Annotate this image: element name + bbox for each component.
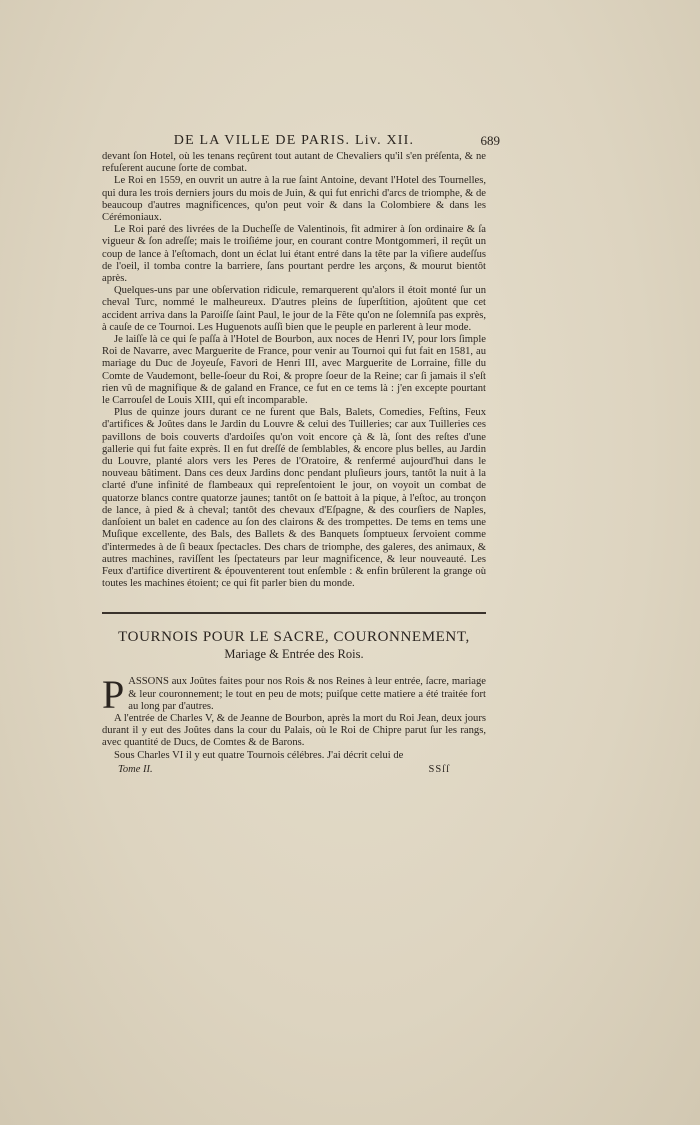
- section-paragraph-3: Sous Charles VI il y eut quatre Tournois célébres. J'ai décrit celui de: [114, 749, 404, 761]
- page-content: [102, 133, 500, 778]
- section-paragraph-1: [102, 672, 486, 718]
- volume-label: Tome II.: [118, 763, 153, 775]
- paragraph-4: Quelques-uns par une obſervation ridicule, remarquerent qu'alors il étoit monté ſur un cheval Turc, nommé le malheureux. D'autres pleins de ſuperſtition, ajoûtent que cet accident arriva dans la Paroiſſe ſaint Paul, le jour de la Fête qu'on ne ſolemniſa pas exprès, à cauſe de ce Tournoi. Les Huguenots auſſi bien que le peuple en parlerent à leur mode.: [102, 285, 486, 333]
- paragraph-6: Plus de quinze jours durant ce ne furent que Bals, Balets, Comedies, Feſtins, Feux d'artifices & Joûtes dans le Jardin du Louvre & celui des Tuilleries; car aux Tuilleries ces pavillons de bois couverts d'ardoiſes qu'on voit encore çà & là, ſont des reſtes d'une gallerie qui fut faite exprès. Il en fut dreſſé de ſemblables, & encore plus belles, au Jardin du Louvre, planté alors vers les Peres de l'Oratoire, & renfermé aujourd'hui dans le nouveau bâtiment. Dans ces deux Jardins donc pendant pluſieurs jours, tantôt la nuit à la clarté d'une infinité de flambeaux qui repreſentoient le jour, on voyoit un combat de quatorze blancs contre quatorze jaunes; tantôt on ſe battoit à la pique, à l'eſtoc, au tronçon de lance, à pied & à cheval; tantôt des chevaux d'Eſpagne, & des courſiers de Naples, danſoient un balet en cadence au ſon des clairons & des trompettes. De tems en tems une Muſique excellente, des Bals, des Ballets & des Banquets ſomptueux ſervoient comme d'intermedes à de ſi beaux ſpectacles. Des chars de triomphe, des galeres, des animaux, & autres machines, raviſſent les ſpectateurs par leur magnificence, & leur nouveauté. Les Feux d'artifice divertirent & épouventerent tout enſemble : & enfin brûlerent la grange où toutes les machines étoient; ce qui fit parler bien du monde.: [102, 407, 486, 590]
- drop-cap: P: [102, 672, 125, 718]
- section-paragraph-2: A l'entrée de Charles V, & de Jeanne de Bourbon, après la mort du Roi Jean, deux jours durant il y eut des Joûtes dans la cour du Palais, où le Roi de Chipre parut ſur les rangs, avec quantité de Ducs, de Comtes & de Barons.: [102, 712, 486, 749]
- paragraph-1: devant ſon Hotel, où les tenans reçûrent tout autant de Chevaliers qu'il s'en préſenta, & ne refuſerent aucune ſorte de combat.: [102, 151, 486, 175]
- paragraph-3: Le Roi paré des livrées de la Ducheſſe de Valentinois, fit admirer à ſon ordinaire & ſa vigueur & ſon adreſſe; mais le troiſiéme jour, en courant contre Montgommeri, il reçût un coup de lance à l'eſtomach, dont un éclat lui étant entré dans la tête par la viſiere audeſſus de l'oeil, il tomba contre la barriere, ſans pourtant perdre les arçons, & mourut bientôt après.: [102, 224, 486, 285]
- section-paragraph-1-text: ASSONS aux Joûtes faites pour nos Rois & nos Reines à leur entrée, ſacre, mariage & leur couronnement; le tout en peu de mots; puiſque cette matiere a été traitée fort au long par d'autres.: [128, 676, 486, 712]
- section-subtitle: Mariage & Entrée des Rois.: [224, 647, 364, 662]
- running-head: [102, 133, 500, 151]
- signature-mark: SSſſ: [428, 763, 450, 775]
- section-divider: [102, 612, 486, 614]
- paragraph-5: Je laiſſe là ce qui ſe paſſa à l'Hotel de Bourbon, aux noces de Henri IV, pour lors ſimple Roi de Navarre, avec Marguerite de France, pour venir au Tournoi qui fut fait en 1581, au mariage du Duc de Joyeuſe, Favori de Henri III, avec Marguerite de Lorraine, fille du Comte de Vaudemont, belle-ſoeur du Roi, & propre ſoeur de la Reine; car ſi jamais il s'eſt rien vû de magnifique & de galand en France, ce fut en ce tems là : j'en excepte pourtant le Carrouſel de Louis XIII, qui eſt incomparable.: [102, 334, 486, 407]
- page-footer: [102, 764, 486, 778]
- page-number: 689: [480, 133, 500, 148]
- paragraph-2: Le Roi en 1559, en ouvrit un autre à la rue ſaint Antoine, devant l'Hotel des Tournelles, qui dura les trois derniers jours du mois de Juin, & qui fut enrichi d'arcs de triomphe, & de beaucoup d'autres magnificences, qu'on peut voir & dans la Colombiere & dans les Cérémoniaux.: [102, 175, 486, 224]
- running-head-title: DE LA VILLE DE PARIS. Liv. XII.: [173, 133, 415, 148]
- section-title: TOURNOIS POUR LE SACRE, COURONNEMENT,: [118, 629, 470, 646]
